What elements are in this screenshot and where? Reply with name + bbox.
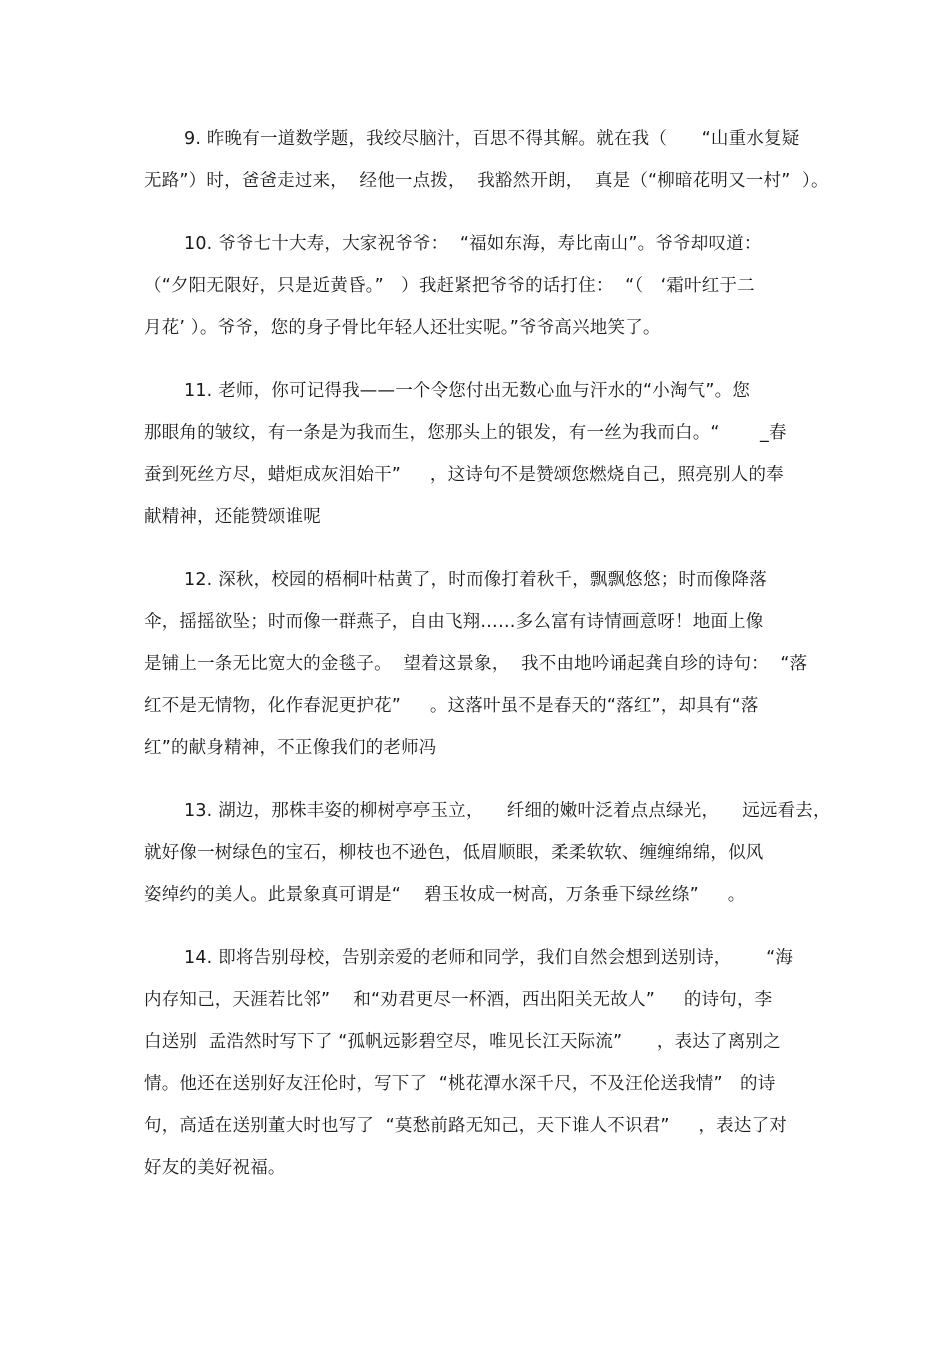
question-9-line-2: 无路”）时，爸爸走过来， 经他一点拨， 我豁然开朗， 真是（“柳暗花明又一村” ）。	[144, 171, 829, 191]
question-11-line-2: 那眼角的皱纹，有一条是为我而生，您那头上的银发，有一丝为我而白。“ _春	[144, 423, 787, 443]
question-12-line-4: 红不是无情物，化作春泥更护花” 。这落叶虽不是春天的“落红”，却具有“落	[144, 696, 759, 716]
question-11-line-3: 蚕到死丝方尽，蜡炬成灰泪始干” ，这诗句不是赞颂您燃烧自己，照亮别人的奉	[144, 465, 784, 485]
question-14-line-2: 内存知己，天涯若比邻” 和“劝君更尽一杯酒，西出阳关无故人” 的诗句，李	[144, 990, 773, 1010]
question-10-line-1: 10. 爷爷七十大寿，大家祝爷爷： “福如东海，寿比南山”。爷爷却叹道：	[184, 234, 762, 254]
question-14-line-3: 白送别 孟浩然时写下了 “孤帆远影碧空尽，唯见长江天际流” ，表达了离别之	[144, 1032, 781, 1052]
question-14-line-5: 句，高适在送别董大时也写了 “莫愁前路无知己，天下谁人不识君” ，表达了对	[144, 1116, 787, 1136]
question-13-line-1: 13. 湖边，那株丰姿的柳树亭亭玉立， 纤细的嫩叶泛着点点绿光， 远远看去，	[184, 801, 831, 821]
question-13-line-2: 就好像一树绿色的宝石，柳枝也不逊色，低眉顺眼，柔柔软软、缠缠绵绵，似风	[144, 843, 764, 863]
question-12-line-5: 红”的献身精神，不正像我们的老师冯	[144, 738, 437, 758]
question-14-line-4: 情。他还在送别好友汪伦时，写下了 “桃花潭水深千尺，不及汪伦送我情” 的诗	[144, 1074, 776, 1094]
question-10-line-3: 月花’ ）。爷爷，您的身子骨比年轻人还壮实呢。”爷爷高兴地笑了。	[144, 318, 661, 338]
question-10-line-2: （“夕阳无限好，只是近黄昏。” ）我赶紧把爷爷的话打住： “（ ‘霜叶红于二	[144, 276, 755, 296]
question-13-line-3: 姿绰约的美人。此景象真可谓是“ 碧玉妆成一树高，万条垂下绿丝绦” 。	[144, 885, 746, 905]
question-12-line-2: 伞，摇摇欲坠；时而像一群燕子，自由飞翔……多么富有诗情画意呀！地面上像	[144, 612, 764, 632]
question-9-line-1: 9. 昨晚有一道数学题，我绞尽脑汁，百思不得其解。就在我（ “山重水复疑	[184, 129, 800, 149]
question-11-line-4: 献精神，还能赞颂谁呢	[144, 507, 321, 527]
question-12-line-3: 是铺上一条无比宽大的金毯子。 望着这景象， 我不由地吟诵起龚自珍的诗句： “落	[144, 654, 808, 674]
question-14-line-1: 14. 即将告别母校，告别亲爱的老师和同学，我们自然会想到送别诗， “海	[184, 948, 794, 968]
question-11-line-1: 11. 老师，你可记得我——一个令您付出无数心血与汗水的“小淘气”。您	[184, 381, 751, 401]
question-14-line-6: 好友的美好祝福。	[144, 1158, 286, 1178]
question-12-line-1: 12. 深秋，校园的梧桐叶枯黄了，时而像打着秋千，飘飘悠悠；时而像降落	[184, 570, 767, 590]
